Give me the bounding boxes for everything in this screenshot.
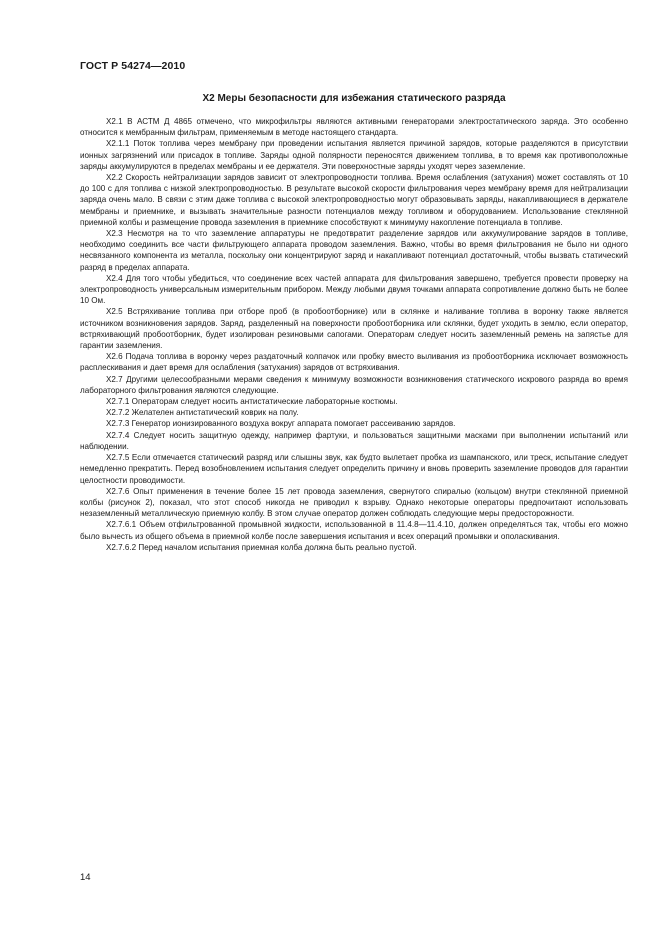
paragraph-x2-3: X2.3 Несмотря на то что заземление аппаратуры не предотвратит разделение зарядов или аккумулирование зарядов в топливе, необходимо соединить все части фильтрующего аппарата проводом заземления. Важно, чтобы во время фильтрования не было ни одного несвязанного компонента из металла, поскольку они концентрируют заряд и накапливают потенциал достаточный, чтобы вызвать статический разряд в пределах аппарата. xyxy=(80,229,628,272)
paragraph-x2-7-6: X2.7.6 Опыт применения в течение более 15 лет провода заземления, свернутого спиралью (кольцом) внутри стеклянной приемной колбы (рисунок 2), показал, что этот способ никогда не приводил к взрыву. Однако некоторые операторы предпочитают использовать незаземленный металлическую приемную колбу. В этом случае оператор должен соблюдать следующие меры предосторожности. xyxy=(80,486,628,519)
section-title: X2 Меры безопасности для избежания статического разряда xyxy=(202,93,506,104)
paragraph-x2-6: X2.6 Подача топлива в воронку через раздаточный колпачок или пробку вместо выливания из пробоотборника исключает возможность расплескивания и дает время для ослабления (затухания) зарядов от встряхивания. xyxy=(80,352,628,373)
document-id: ГОСТ Р 54274—2010 xyxy=(80,60,186,72)
section-body xyxy=(80,116,628,553)
paragraph-x2-7-4: X2.7.4 Следует носить защитную одежду, например фартуки, и пользоваться защитными масками при выполнении испытаний или наблюдении. xyxy=(80,430,628,451)
paragraph-x2-5: X2.5 Встряхивание топлива при отборе проб (в пробоотборнике) или в склянке и наливание топлива в воронку также является источником возникновения зарядов. Заряд, разделенный на поверхности пробоотборника или склянки, будет уходить в землю, если оператор, встряхивающий пробоотборник, будет изолирован резиновыми сапогами. Операторам следует носить заземленный ремень на запястье для гарантии заземления. xyxy=(80,307,628,351)
paragraph-x2-1-1: X2.1.1 Поток топлива через мембрану при проведении испытания является причиной зарядов, которые разделяются в присутствии ионных загрязнений или присадок в топливе. Заряды одной полярности переносятся движением топлива, в то время как противоположные заряды аккумулируются в пределах мембраны и ее держателя. Эти поверхностные заряды уходят через заземление. xyxy=(80,139,628,171)
page-number: 14 xyxy=(80,872,91,883)
paragraph-x2-7-6-1: X2.7.6.1 Объем отфильтрованной промывной жидкости, использованной в 11.4.8—11.4.10, должен определяться так, чтобы его можно было вычесть из общего объема в приемной колбе после завершения испытания и всех операций промывки и ополаскивания. xyxy=(80,520,628,541)
paragraph-x2-7-6-2: X2.7.6.2 Перед началом испытания приемная колба должна быть реально пустой. xyxy=(106,542,417,552)
paragraph-x2-1: X2.1 В АСТМ Д 4865 отмечено, что микрофильтры являются активными генераторами электростатического заряда. Это особенно относится к мембранным фильтрам, применяемым в методе настоящего стандарта. xyxy=(80,117,628,138)
paragraph-x2-7-3: X2.7.3 Генератор ионизированного воздуха вокруг аппарата помогает рассеиванию зарядов. xyxy=(106,419,456,429)
paragraph-x2-2: X2.2 Скорость нейтрализации зарядов зависит от электропроводности топлива. Время ослабления (затухания) может составлять от 10 до 100 с для топлива с низкой электропроводностью. В результате высокой скорости фильтрования через мембрану время для нейтрализации заряда очень мало. В связи с этим даже топлива с высокой электропроводностью могут образовывать заряды, накапливающиеся в держателе мембраны и приемнике, и вызывать значительные разности потенциалов между топливом и оборудованием. Использование стеклянной приемной колбы и размещение провода заземления в приемнике способствуют к минимуму накопление потенциала в топливе. xyxy=(80,173,628,227)
paragraph-x2-7-2: X2.7.2 Желателен антистатический коврик на полу. xyxy=(106,408,299,418)
paragraph-x2-7-1: X2.7.1 Операторам следует носить антистатические лабораторные костюмы. xyxy=(106,397,398,407)
paragraph-x2-7-5: X2.7.5 Если отмечается статический разряд или слышны звук, как будто вылетает пробка из шампанского, или треск, испытание следует немедленно прекратить. Перед возобновлением испытания следует определить причину и вновь проверить заземление проводов для гарантии целостности проводимости. xyxy=(80,453,628,485)
paragraph-x2-7: X2.7 Другими целесообразными мерами сведения к минимуму возможности возникновения статического искрового разряда во время лабораторного фильтрования являются следующие. xyxy=(80,374,628,395)
paragraph-x2-4: X2.4 Для того чтобы убедиться, что соединение всех частей аппарата для фильтрования завершено, требуется провести проверку на электропроводность универсальным измерительным прибором. Между любыми двумя точками аппарата сопротивление должно быть не более 10 Ом. xyxy=(80,273,628,306)
